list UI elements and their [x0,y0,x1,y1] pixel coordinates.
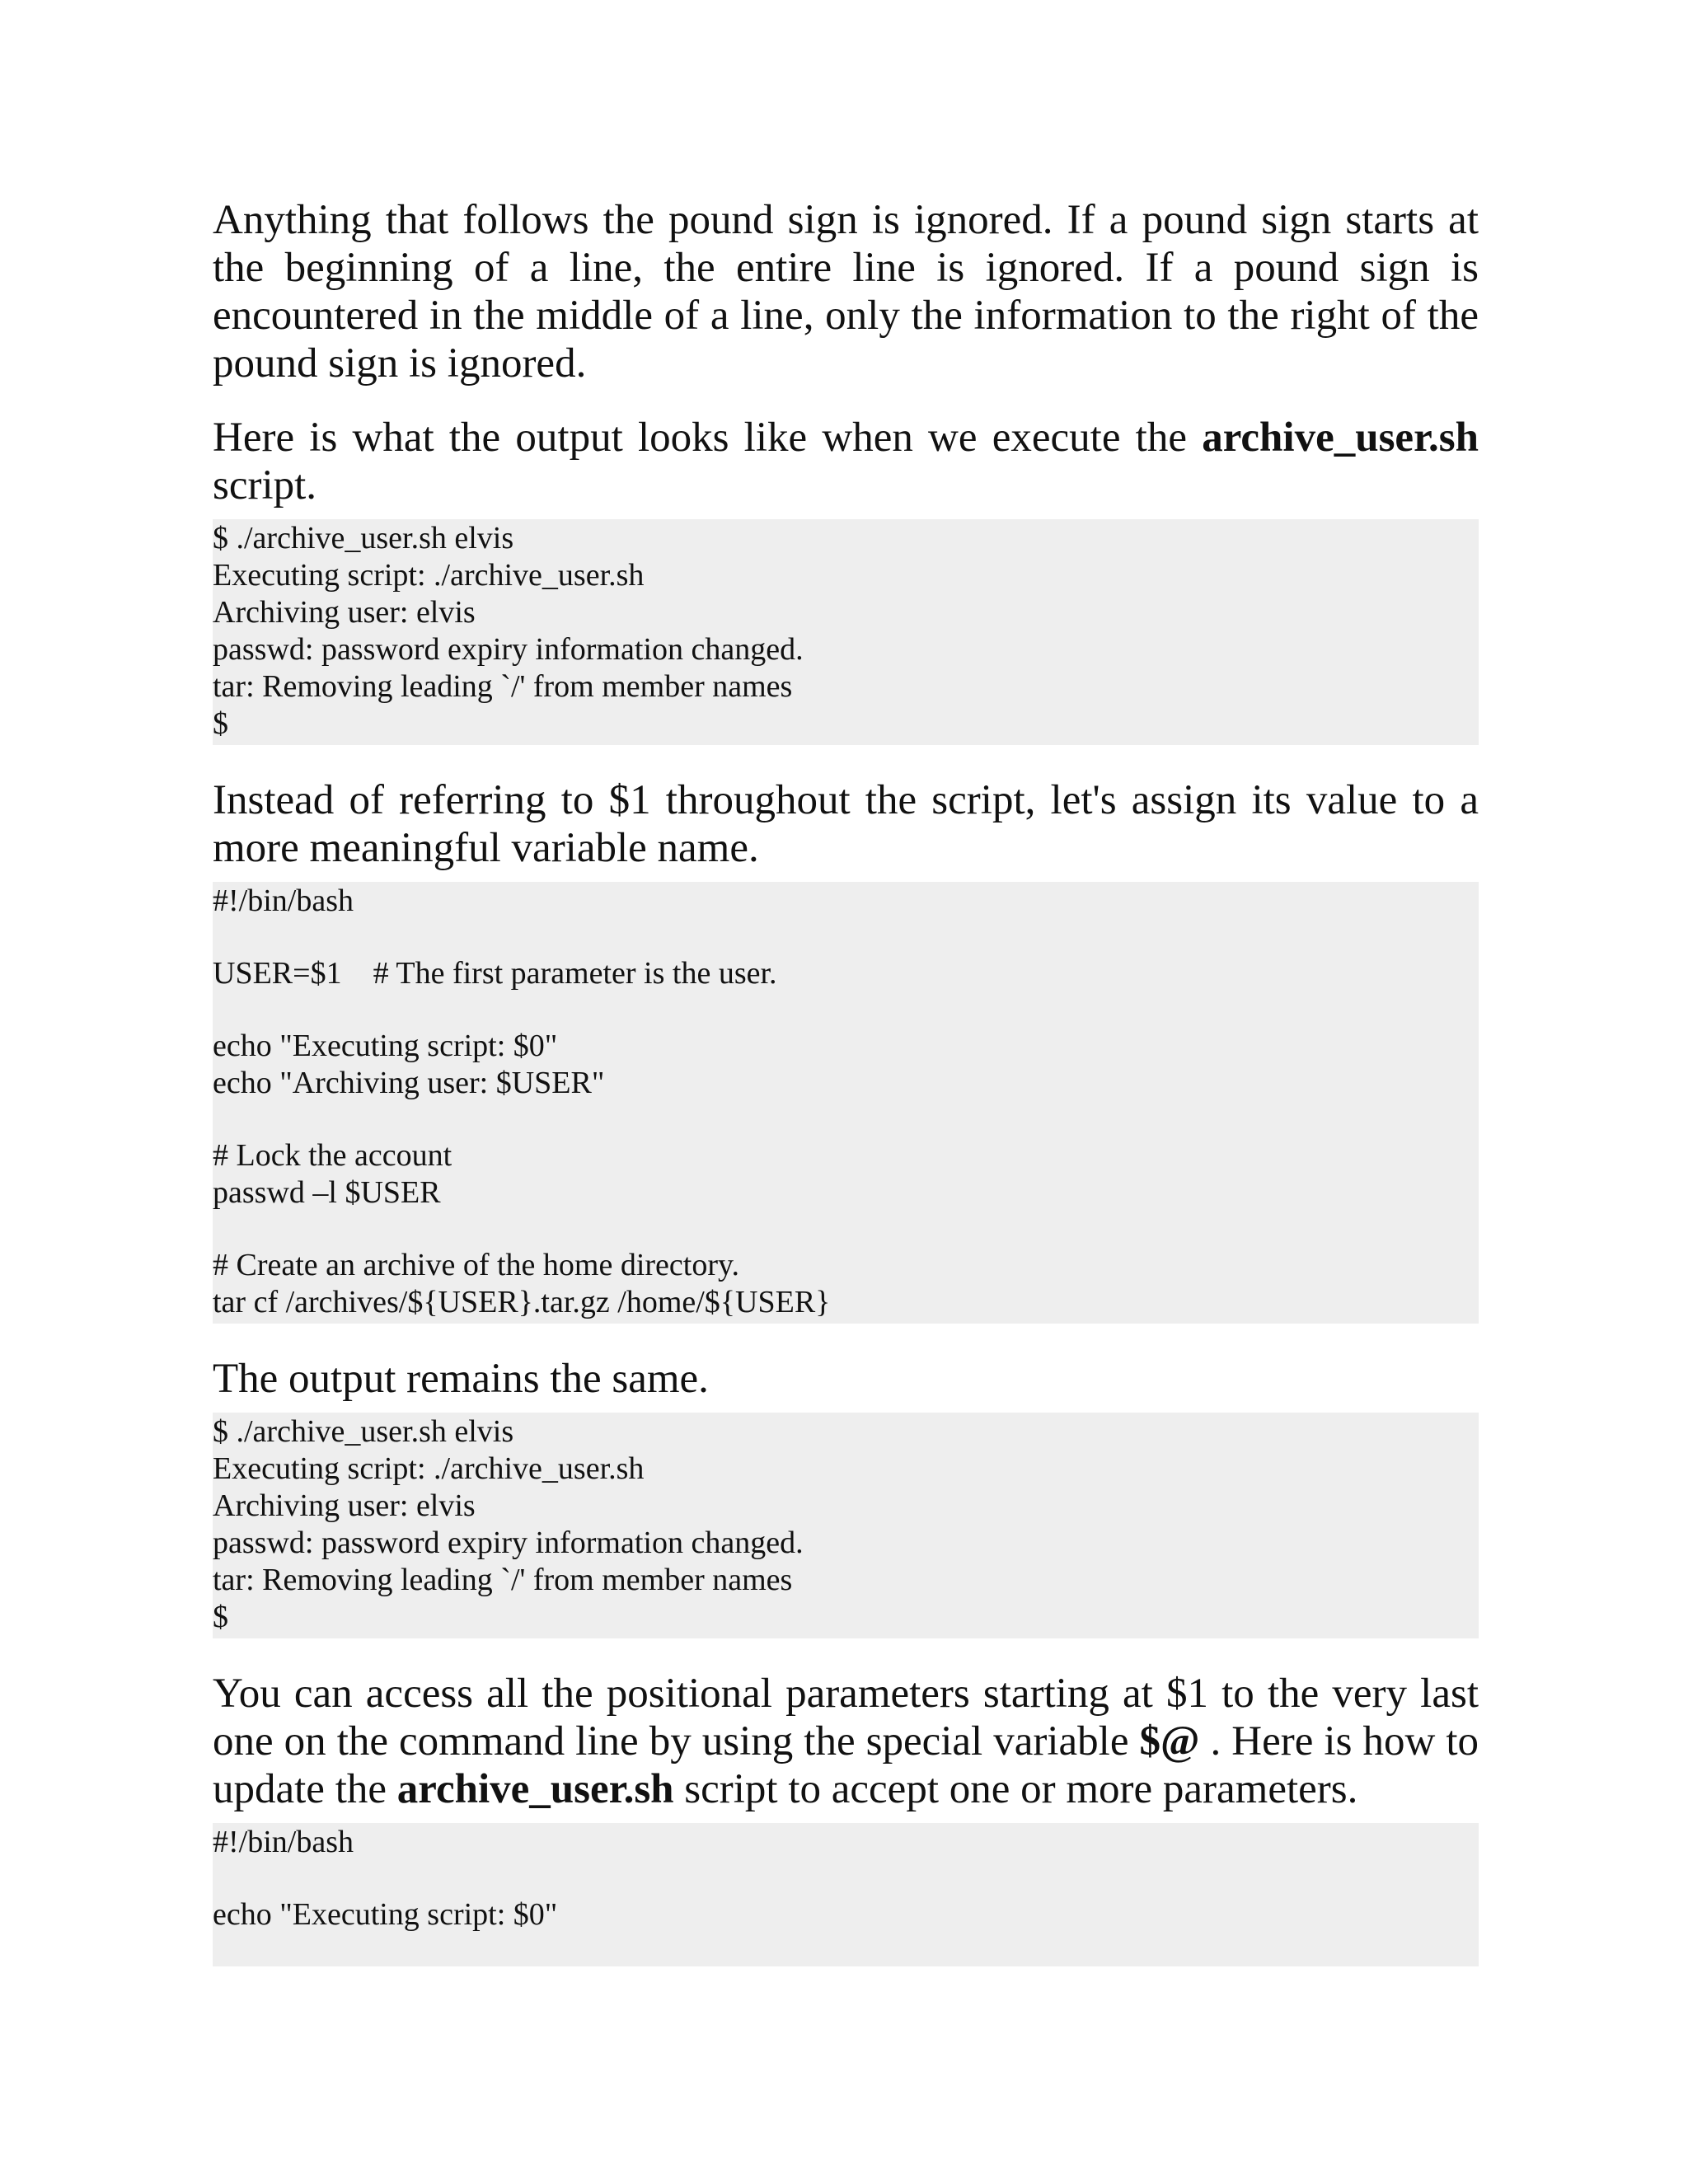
paragraph-positional-params [213,1670,1479,1813]
script-name: archive_user.sh [1202,415,1479,461]
code-line: Archiving user: elvis [213,595,476,630]
paragraph-output-same: The output remains the same. [213,1356,709,1402]
code-line: #!/bin/bash [213,883,354,918]
code-line: $ [213,1600,228,1634]
blank-line [213,992,1479,1028]
script-name: archive_user.sh [396,1766,674,1812]
paragraph-output-intro [213,414,1479,509]
text: . Here is how to update the [213,1718,1479,1812]
code-block-output-1 [213,519,1479,745]
code-line: tar: Removing leading `/' from member names [213,1563,793,1597]
text: You can access all the positional parameters starting at $1 to the very last one on the command line by using the special variable [213,1671,1479,1765]
code-line: passwd: password expiry information changed. [213,632,804,667]
code-line: $ ./archive_user.sh elvis [213,1414,514,1449]
code-line: passwd –l $USER [213,1175,441,1210]
blank-line [213,1102,1479,1137]
text: Here is what the output looks like when we execute the [213,415,1203,461]
code-line: # Create an archive of the home directory. [213,1248,740,1282]
code-line: echo "Executing script: $0" [213,1897,558,1932]
code-block-output-2 [213,1413,1479,1638]
code-line: #!/bin/bash [213,1825,354,1859]
code-line: echo "Executing script: $0" [213,1029,558,1063]
blank-line [213,1212,1479,1247]
code-line: echo "Archiving user: $USER" [213,1066,605,1100]
code-line: $ [213,706,228,741]
code-line: Archiving user: elvis [213,1488,476,1523]
paragraph-pound-sign: Anything that follows the pound sign is ignored. If a pound sign starts at the beginning of a line, the entire line is ignored. If a pound sign is encountered in the middle of a line, only the information to the right of the pound sign is ignored. [213,197,1479,387]
paragraph-variable-name: Instead of referring to $1 throughout the script, let's assign its value to a more meaningful variable name. [213,777,1479,871]
text: script. [213,462,317,509]
code-line: Executing script: ./archive_user.sh [213,1451,645,1486]
code-line: passwd: password expiry information changed. [213,1526,804,1560]
code-line: tar cf /archives/${USER}.tar.gz /home/${USER} [213,1285,831,1319]
text: script to accept one or more parameters. [673,1766,1358,1812]
code-block-script-1 [213,882,1479,1324]
code-line: # Lock the account [213,1138,452,1173]
code-line: USER=$1 # The first parameter is the user. [213,956,777,991]
special-variable: $@ [1139,1718,1200,1765]
blank-line [213,920,1479,955]
blank-line [213,1861,1479,1896]
document-page [213,196,1479,1998]
code-line: Executing script: ./archive_user.sh [213,558,645,593]
code-line: $ ./archive_user.sh elvis [213,521,514,555]
code-line: tar: Removing leading `/' from member names [213,669,793,704]
code-block-script-2 [213,1823,1479,1966]
